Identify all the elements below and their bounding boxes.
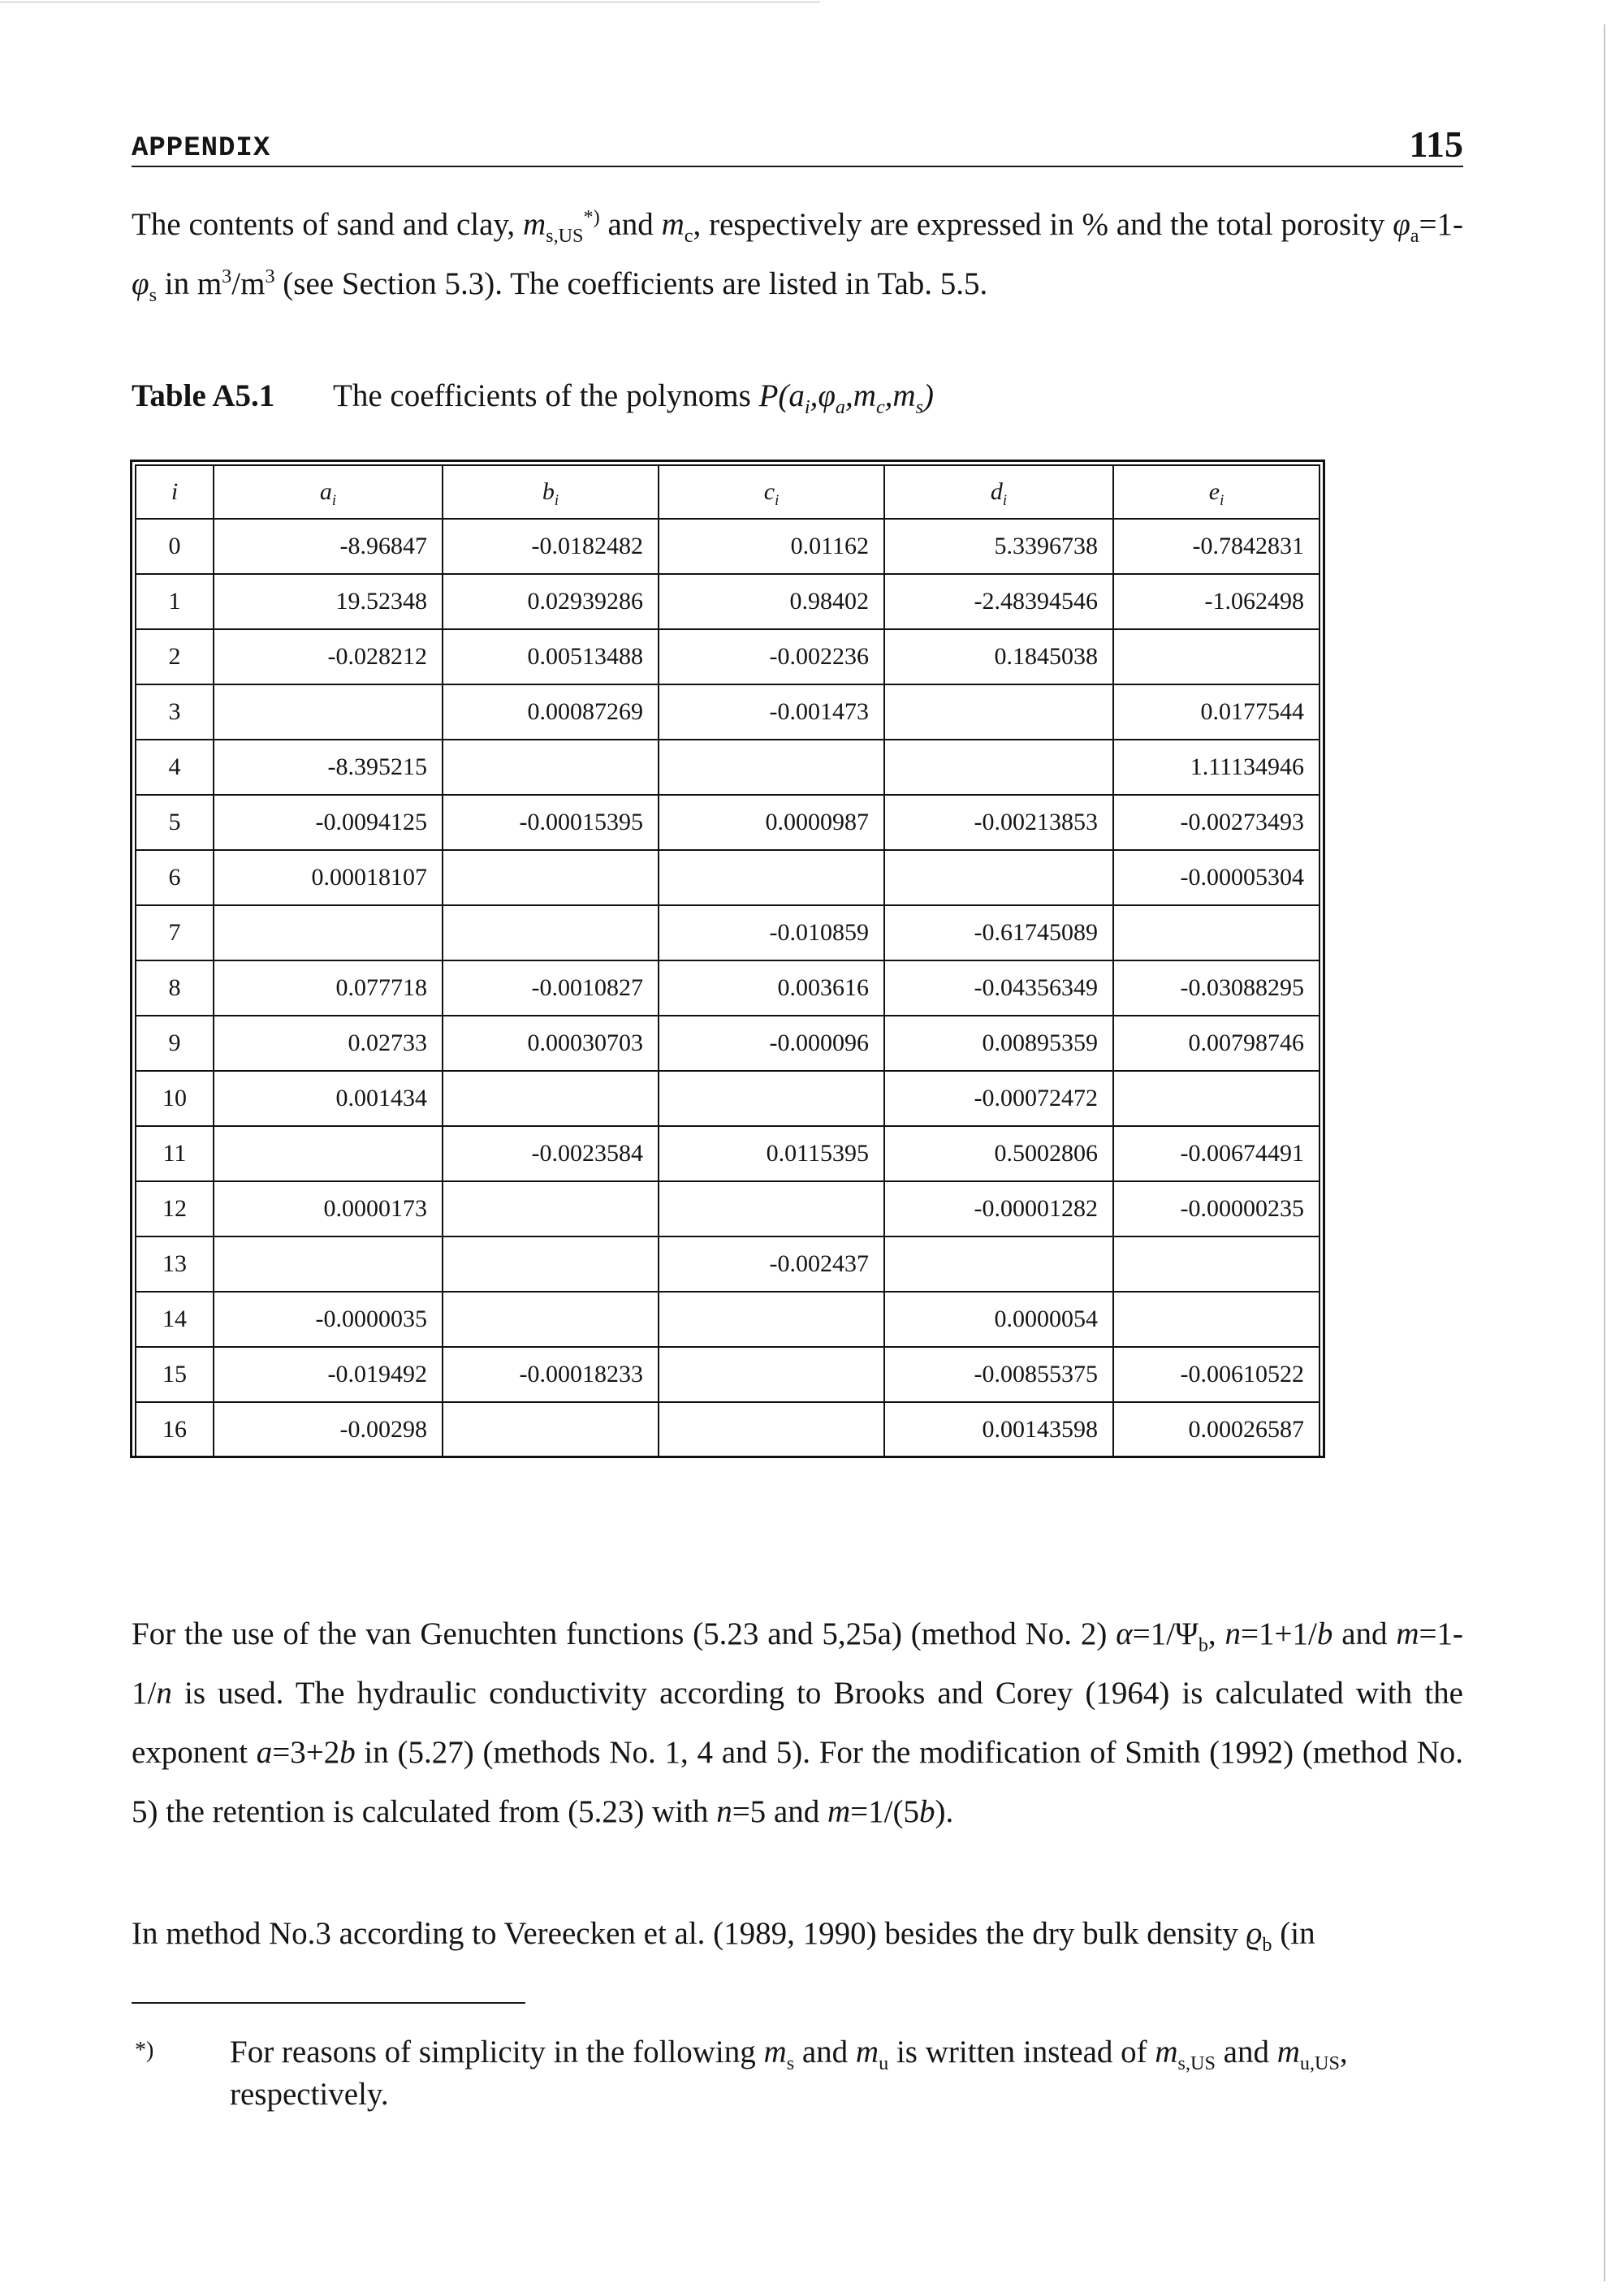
coefficient-cell: 0.98402 (659, 574, 884, 629)
row-index-cell: 3 (136, 684, 214, 740)
row-index-cell: 12 (136, 1181, 214, 1236)
coefficient-cell: -0.00298 (214, 1402, 443, 1457)
coefficient-cell: 0.00018107 (214, 850, 443, 905)
column-header: $b_i$ (443, 465, 659, 519)
column-header: $a_i$ (214, 465, 443, 519)
coefficient-cell: 5.3396738 (884, 519, 1113, 574)
table-row (136, 1181, 1320, 1236)
coefficient-cell: -0.7842831 (1113, 519, 1320, 574)
table-label: Table A5.1 (132, 378, 275, 413)
coefficient-cell (884, 850, 1113, 905)
coefficient-cell (659, 740, 884, 795)
intro-paragraph: The contents of sand and clay, $m_{s,US}^{*)}$ and $m_c$, respectively are expressed in % and the total porosity $\varphi_a=1-\varphi_s$ in $m^3/m^3$ (see Section 5.3). The coefficients are listed in Tab. 5.5. (132, 206, 1463, 306)
coefficient-cell: 1.11134946 (1113, 740, 1320, 795)
coefficient-cell: 19.52348 (214, 574, 443, 629)
coefficient-cell (884, 740, 1113, 795)
coefficient-cell: 0.0000054 (884, 1292, 1113, 1347)
row-index-cell: 0 (136, 519, 214, 574)
coefficient-cell: -0.028212 (214, 629, 443, 684)
coefficient-cell: 0.00513488 (443, 629, 659, 684)
coefficient-cell: 0.00143598 (884, 1402, 1113, 1457)
coefficient-cell: -0.00273493 (1113, 795, 1320, 850)
coefficient-cell: -0.0010827 (443, 960, 659, 1016)
coefficient-cell: -0.002236 (659, 629, 884, 684)
column-header: $e_i$ (1113, 465, 1320, 519)
coefficient-cell: -0.001473 (659, 684, 884, 740)
row-index-cell: 2 (136, 629, 214, 684)
coefficient-cell (659, 1071, 884, 1126)
coefficient-cell (443, 1236, 659, 1292)
coefficient-cell: 0.5002806 (884, 1126, 1113, 1181)
coefficient-cell (1113, 1071, 1320, 1126)
coefficient-cell: -0.00018233 (443, 1347, 659, 1402)
coefficient-cell: 0.01162 (659, 519, 884, 574)
coefficient-cell: -0.0182482 (443, 519, 659, 574)
table-row (136, 1236, 1320, 1292)
column-header: i (136, 465, 214, 519)
coefficient-cell: 0.003616 (659, 960, 884, 1016)
table-header-row (136, 465, 1320, 519)
coefficient-cell (443, 905, 659, 960)
coefficient-cell (443, 740, 659, 795)
footnote-rule (132, 2002, 525, 2004)
coefficient-cell: -0.00674491 (1113, 1126, 1320, 1181)
coefficient-cell: -0.019492 (214, 1347, 443, 1402)
vereecken-paragraph: In method No.3 according to Vereecken et al. (1989, 1990) besides the dry bulk density $ϱ_b$ (in (132, 1916, 1315, 1956)
column-header: $d_i$ (884, 465, 1113, 519)
coefficient-cell: -0.00000235 (1113, 1181, 1320, 1236)
coefficient-cell (443, 1402, 659, 1457)
coefficient-cell (659, 1402, 884, 1457)
coefficient-cell (884, 684, 1113, 740)
coefficient-cell: 0.00798746 (1113, 1016, 1320, 1071)
coefficient-cell: -0.0000035 (214, 1292, 443, 1347)
coefficient-cell (443, 1071, 659, 1126)
coefficient-cell: -0.03088295 (1113, 960, 1320, 1016)
coefficient-cell (214, 684, 443, 740)
table-row (136, 1402, 1320, 1457)
coefficient-cell: -0.00001282 (884, 1181, 1113, 1236)
coefficient-cell (214, 1236, 443, 1292)
table-row (136, 684, 1320, 740)
coefficient-cell: 0.077718 (214, 960, 443, 1016)
coefficient-cell (1113, 1236, 1320, 1292)
coefficient-cell: -0.00610522 (1113, 1347, 1320, 1402)
coefficient-cell (214, 1126, 443, 1181)
table-row (136, 574, 1320, 629)
coefficient-cell: -0.61745089 (884, 905, 1113, 960)
table-row (136, 1347, 1320, 1402)
row-index-cell: 5 (136, 795, 214, 850)
column-header: $c_i$ (659, 465, 884, 519)
coefficient-cell: -0.002437 (659, 1236, 884, 1292)
coefficient-cell: -0.00072472 (884, 1071, 1113, 1126)
row-index-cell: 4 (136, 740, 214, 795)
row-index-cell: 14 (136, 1292, 214, 1347)
coefficient-cell: -0.00855375 (884, 1347, 1113, 1402)
coefficient-cell: 0.00087269 (443, 684, 659, 740)
row-index-cell: 1 (136, 574, 214, 629)
row-index-cell: 13 (136, 1236, 214, 1292)
row-index-cell: 7 (136, 905, 214, 960)
row-index-cell: 6 (136, 850, 214, 905)
coefficient-cell (659, 1181, 884, 1236)
row-index-cell: 11 (136, 1126, 214, 1181)
coefficient-cell (884, 1236, 1113, 1292)
footnote-marker: *) (135, 2038, 154, 2063)
coefficient-cell: -8.395215 (214, 740, 443, 795)
coefficient-cell (1113, 629, 1320, 684)
coefficient-cell: -2.48394546 (884, 574, 1113, 629)
footnote-text: For reasons of simplicity in the following $m_s$ and $m_u$ is written instead of $m_{s,US}$ and $m_{u,US}$, respectively. (230, 2035, 1348, 2112)
table-row (136, 1292, 1320, 1347)
table-caption: Table A5.1 The coefficients of the polynoms $P(a_i,\varphi_a,m_c,m_s)$ (132, 378, 935, 418)
coefficients-table-frame (130, 460, 1325, 1458)
coefficient-cell: 0.0115395 (659, 1126, 884, 1181)
coefficients-table (135, 464, 1320, 1458)
table-row (136, 1016, 1320, 1071)
coefficient-cell (443, 1181, 659, 1236)
coefficient-cell: -8.96847 (214, 519, 443, 574)
row-index-cell: 9 (136, 1016, 214, 1071)
row-index-cell: 15 (136, 1347, 214, 1402)
header-section: APPENDIX (132, 133, 271, 164)
coefficient-cell: -0.00015395 (443, 795, 659, 850)
coefficient-cell: -0.0023584 (443, 1126, 659, 1181)
table-row (136, 1071, 1320, 1126)
coefficient-cell: 0.00895359 (884, 1016, 1113, 1071)
table-row (136, 795, 1320, 850)
coefficient-cell: 0.0000173 (214, 1181, 443, 1236)
coefficient-cell (659, 850, 884, 905)
page-number: 115 (1409, 123, 1463, 165)
coefficient-cell: 0.0177544 (1113, 684, 1320, 740)
coefficient-cell (659, 1347, 884, 1402)
table-row (136, 905, 1320, 960)
coefficient-cell (443, 850, 659, 905)
table-row (136, 740, 1320, 795)
coefficient-cell (443, 1292, 659, 1347)
coefficient-cell: -0.00213853 (884, 795, 1113, 850)
row-index-cell: 8 (136, 960, 214, 1016)
coefficient-cell: 0.02939286 (443, 574, 659, 629)
scan-artifact-right (1604, 24, 1605, 2281)
van-genuchten-paragraph: For the use of the van Genuchten functions (5.23 and 5,25a) (method No. 2) $\alpha=1/\Psi_b$, n=1+1/b and m=1-1/n is used. The hydraulic conductivity according to Brooks and Corey (1964) is calculated with the exponent a=3+2b in (5.27) (methods No. 1, 4 and 5). For the modification of Smith (1992) (method No. 5) the retention is calculated from (5.23) with n=5 and m=1/(5b). (132, 1616, 1464, 1829)
coefficient-cell: -0.04356349 (884, 960, 1113, 1016)
table-row (136, 850, 1320, 905)
coefficient-cell (659, 1292, 884, 1347)
row-index-cell: 16 (136, 1402, 214, 1457)
coefficient-cell (1113, 905, 1320, 960)
table-row (136, 960, 1320, 1016)
coefficient-cell: 0.0000987 (659, 795, 884, 850)
coefficient-cell: 0.1845038 (884, 629, 1113, 684)
coefficient-cell: -0.0094125 (214, 795, 443, 850)
coefficient-cell (1113, 1292, 1320, 1347)
row-index-cell: 10 (136, 1071, 214, 1126)
coefficient-cell: -1.062498 (1113, 574, 1320, 629)
coefficient-cell: 0.001434 (214, 1071, 443, 1126)
coefficient-cell: -0.000096 (659, 1016, 884, 1071)
table-row (136, 519, 1320, 574)
coefficient-cell: -0.00005304 (1113, 850, 1320, 905)
table-row (136, 1126, 1320, 1181)
coefficient-cell: 0.00026587 (1113, 1402, 1320, 1457)
coefficient-cell: -0.010859 (659, 905, 884, 960)
coefficient-cell: 0.00030703 (443, 1016, 659, 1071)
running-header (132, 120, 1463, 167)
coefficient-cell (214, 905, 443, 960)
coefficient-cell: 0.02733 (214, 1016, 443, 1071)
table-row (136, 629, 1320, 684)
